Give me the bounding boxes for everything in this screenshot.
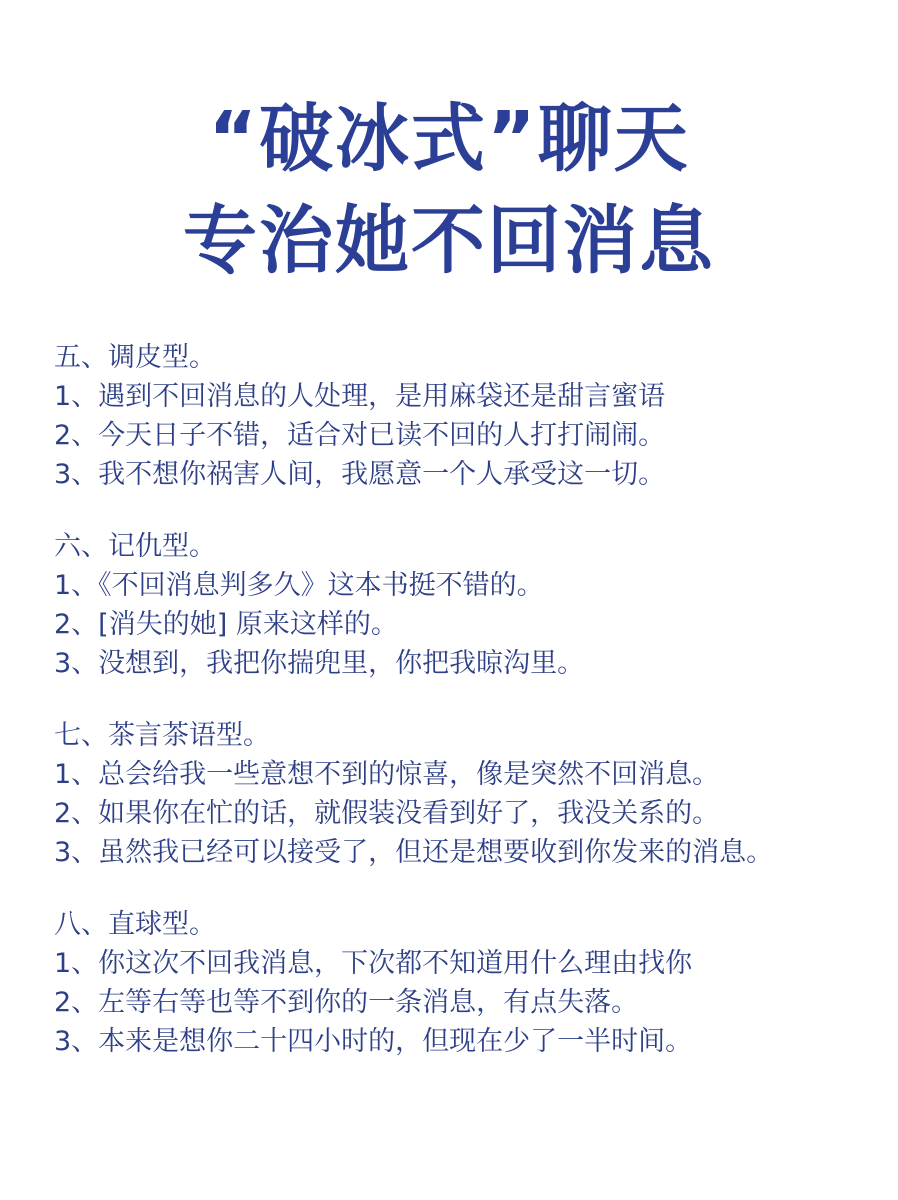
section-heading: 五、调皮型。 [54, 342, 216, 373]
list-item: 1、你这次不回我消息，下次都不知道用什么理由找你 [54, 948, 693, 979]
list-item: 1、《不回消息判多久》这本书挺不错的。 [54, 570, 544, 601]
list-item: 1、遇到不回消息的人处理，是用麻袋还是甜言蜜语 [54, 381, 666, 412]
list-item: 2、[消失的她] 原来这样的。 [54, 609, 398, 640]
page-title [0, 88, 898, 292]
list-item: 1、总会给我一些意想不到的惊喜，像是突然不回消息。 [54, 759, 720, 790]
list-item: 3、虽然我已经可以接受了，但还是想要收到你发来的消息。 [54, 837, 774, 868]
list-item: 3、我不想你祸害人间，我愿意一个人承受这一切。 [54, 459, 666, 490]
list-item: 3、没想到，我把你揣兜里，你把我晾沟里。 [54, 648, 585, 679]
title-line-1: “破冰式”聊天 [208, 96, 690, 182]
section-playful [54, 338, 884, 494]
section-heading: 八、直球型。 [54, 909, 216, 940]
list-item: 2、如果你在忙的话，就假装没看到好了，我没关系的。 [54, 798, 720, 829]
list-item: 2、左等右等也等不到你的一条消息，有点失落。 [54, 987, 639, 1018]
content [54, 338, 884, 1094]
section-tea-talk [54, 716, 884, 872]
section-grudge [54, 527, 884, 683]
list-item: 3、本来是想你二十四小时的，但现在少了一半时间。 [54, 1026, 693, 1057]
section-heading: 七、茶言茶语型。 [54, 720, 270, 751]
section-direct [54, 905, 884, 1061]
title-line-2: 专治她不回消息 [183, 198, 715, 284]
section-heading: 六、记仇型。 [54, 531, 216, 562]
list-item: 2、今天日子不错，适合对已读不回的人打打闹闹。 [54, 420, 666, 451]
